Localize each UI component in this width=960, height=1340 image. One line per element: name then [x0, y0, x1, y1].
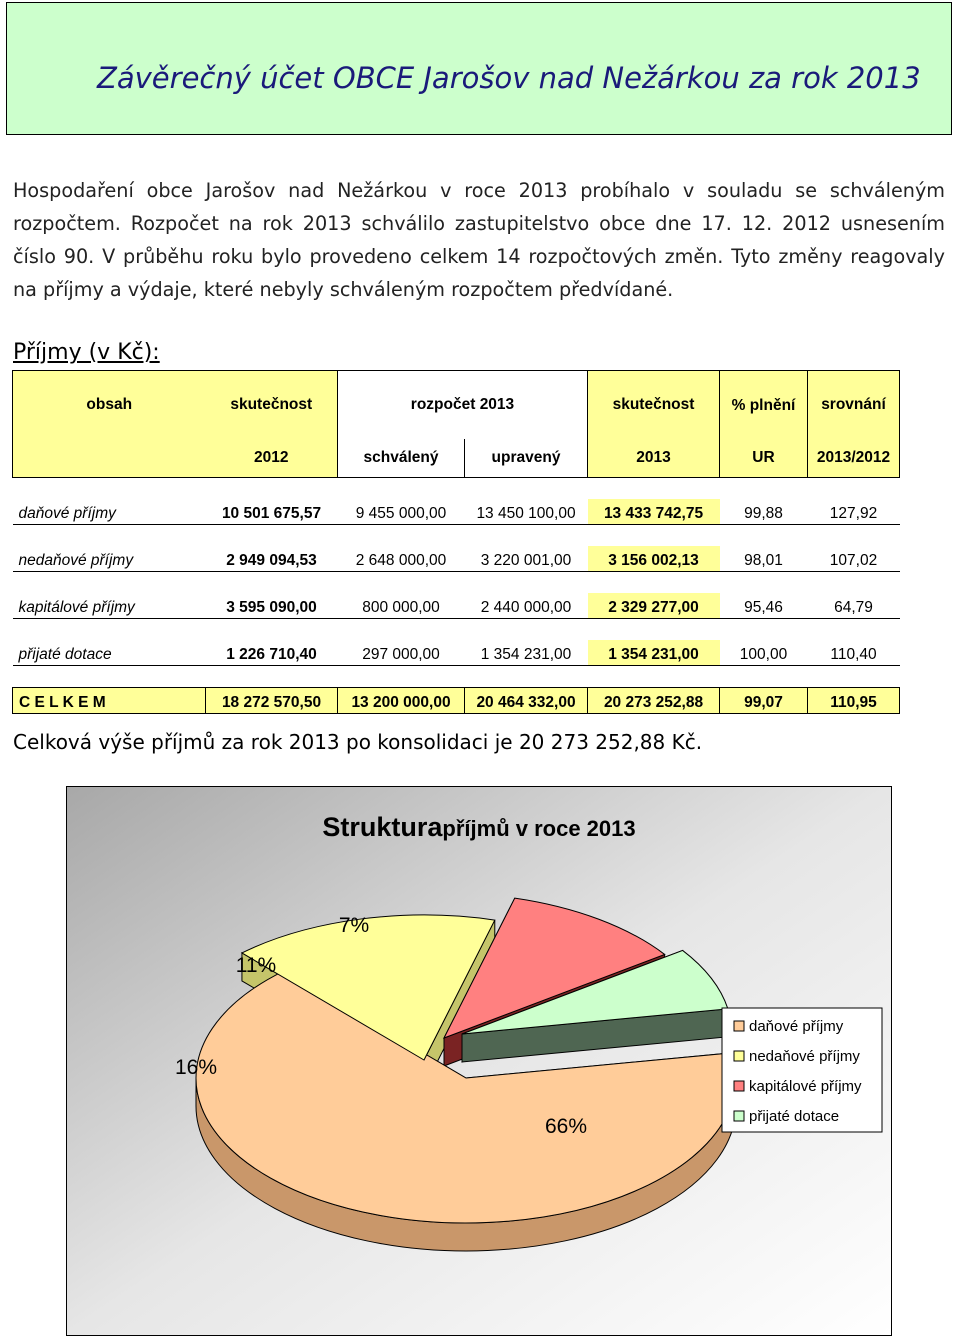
total-cell: 110,95 [808, 688, 900, 714]
header-skutecnost-2013: skutečnost [588, 371, 720, 440]
pie-chart-svg [66, 786, 892, 1336]
legend-swatch [734, 1081, 744, 1091]
summary-text: Celková výše příjmů za rok 2013 po konsolidaci je [13, 730, 519, 754]
table-row [13, 546, 900, 572]
table-subheader-row [13, 439, 900, 478]
cell-value: 64,79 [808, 593, 900, 619]
pie-slice-label: 66% [544, 1115, 588, 1138]
summary-line [13, 730, 702, 754]
total-cell: 18 272 570,50 [206, 688, 338, 714]
row-label: přijaté dotace [13, 640, 206, 666]
cell-value: 127,92 [808, 499, 900, 525]
cell-value: 3 595 090,00 [206, 593, 338, 619]
table-row [13, 499, 900, 525]
legend-label: přijaté dotace [749, 1108, 840, 1125]
table-row [13, 640, 900, 666]
table-row [13, 593, 900, 619]
intro-paragraph: Hospodaření obce Jarošov nad Nežárkou v roce 2013 probíhalo v souladu se schváleným rozpočtem. Rozpočet na rok 2013 schválilo zastupitelstvo obce dne 17. 12. 2012 usnesením číslo 90. V průběhu roku bylo provedeno celkem 14 rozpočtových změn. Tyto změny reagovaly na příjmy a výdaje, které nebyly schváleným rozpočtem předvídané. [13, 179, 945, 301]
cell-value: 95,46 [720, 593, 808, 619]
subheader-2012: 2012 [206, 439, 338, 478]
title-box [6, 2, 952, 135]
pie-slice-label: 16% [174, 1056, 218, 1079]
table-header-row [13, 371, 900, 440]
header-skutecnost-2012: skutečnost [206, 371, 338, 440]
cell-value: 1 354 231,00 [465, 640, 588, 666]
subheader-2013: 2013 [588, 439, 720, 478]
cell-value: 107,02 [808, 546, 900, 572]
cell-value: 13 450 100,00 [465, 499, 588, 525]
income-table [12, 370, 900, 714]
cell-value: 1 354 231,00 [588, 640, 720, 666]
total-row [13, 688, 900, 714]
cell-value: 110,40 [808, 640, 900, 666]
cell-value: 2 440 000,00 [465, 593, 588, 619]
total-label: C E L K E M [13, 688, 206, 714]
cell-value: 98,01 [720, 546, 808, 572]
page-title: Závěrečný účet OBCE Jarošov nad Nežárkou za rok 2013 [97, 61, 921, 95]
legend-label: nedaňové příjmy [749, 1048, 860, 1065]
total-cell: 20 273 252,88 [588, 688, 720, 714]
row-label: kapitálové příjmy [13, 593, 206, 619]
section-title: Příjmy (v Kč): [13, 340, 160, 365]
subheader-ur: UR [720, 439, 808, 478]
cell-value: 297 000,00 [338, 640, 465, 666]
pie-chart [66, 786, 892, 1336]
legend-swatch [734, 1051, 744, 1061]
total-cell: 20 464 332,00 [465, 688, 588, 714]
header-srovnani: srovnání [808, 371, 900, 440]
cell-value: 2 949 094,53 [206, 546, 338, 572]
legend-swatch [734, 1021, 744, 1031]
cell-value: 2 329 277,00 [588, 593, 720, 619]
cell-value: 99,88 [720, 499, 808, 525]
header-obsah: obsah [13, 371, 206, 440]
header-rozpocet: rozpočet 2013 [338, 371, 588, 440]
total-cell: 13 200 000,00 [338, 688, 465, 714]
cell-value: 9 455 000,00 [338, 499, 465, 525]
cell-value: 2 648 000,00 [338, 546, 465, 572]
legend-label: daňové příjmy [749, 1018, 844, 1035]
total-cell: 99,07 [720, 688, 808, 714]
subheader-empty [13, 439, 206, 478]
summary-amount: 20 273 252,88 Kč. [518, 730, 703, 754]
cell-value: 1 226 710,40 [206, 640, 338, 666]
header-plneni: % plnění [720, 371, 808, 440]
row-label: nedaňové příjmy [13, 546, 206, 572]
subheader-upraveny: upravený [465, 439, 588, 478]
cell-value: 10 501 675,57 [206, 499, 338, 525]
cell-value: 3 156 002,13 [588, 546, 720, 572]
pie-slice-label: 11% [235, 954, 277, 977]
cell-value: 100,00 [720, 640, 808, 666]
cell-value: 800 000,00 [338, 593, 465, 619]
cell-value: 3 220 001,00 [465, 546, 588, 572]
pie-slice-label: 7% [338, 914, 370, 937]
subheader-2013-2012: 2013/2012 [808, 439, 900, 478]
legend-label: kapitálové příjmy [749, 1078, 862, 1095]
chart-legend [722, 1008, 882, 1132]
row-label: daňové příjmy [13, 499, 206, 525]
subheader-schvaleny: schválený [338, 439, 465, 478]
legend-swatch [734, 1111, 744, 1121]
chart-title: Strukturapříjmů v roce 2013 [322, 812, 636, 842]
cell-value: 13 433 742,75 [588, 499, 720, 525]
